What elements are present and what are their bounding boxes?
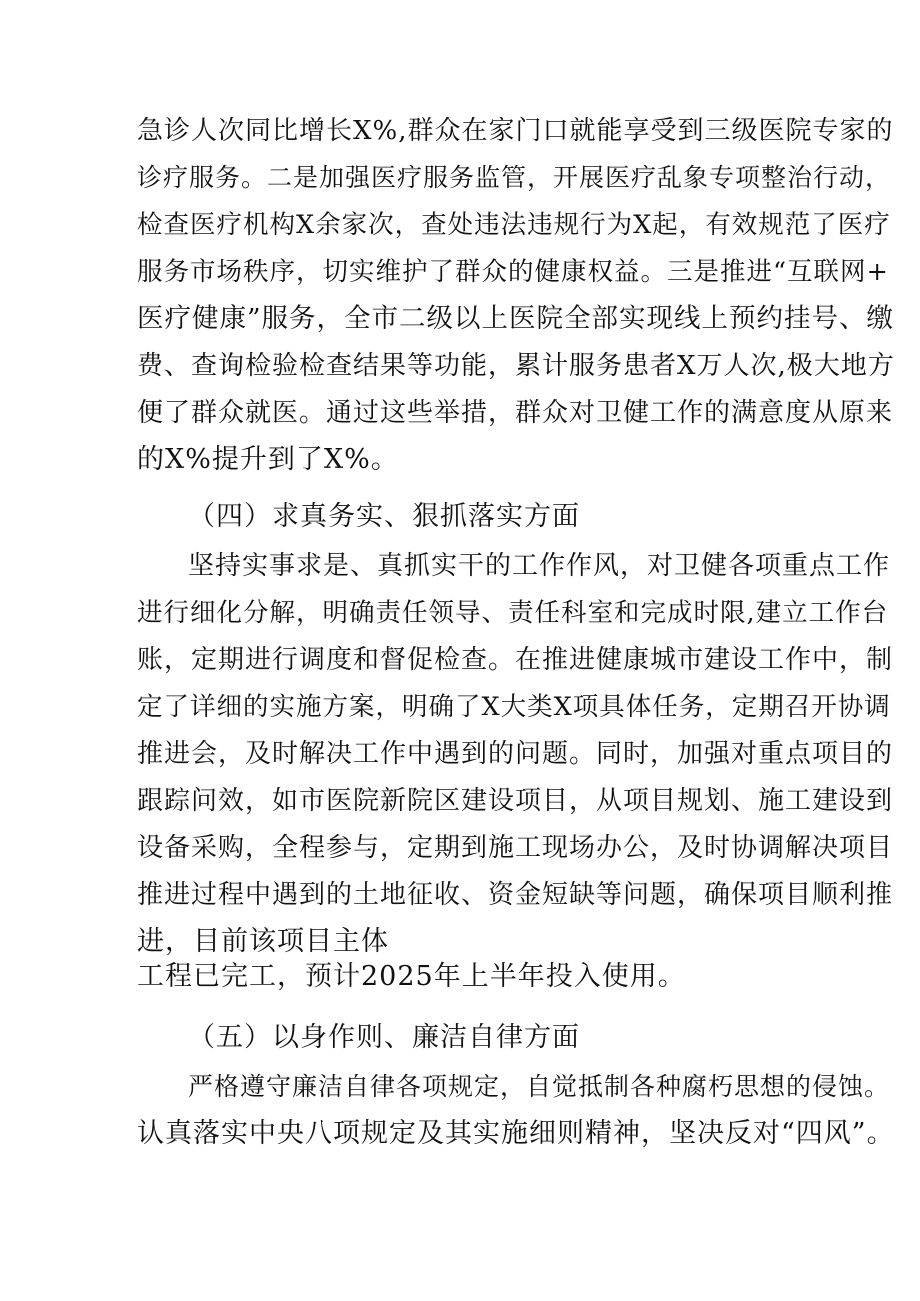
body-text-line: 账，定期进行调度和督促检查。在推进健康城市建设工作中，制	[137, 645, 894, 675]
body-text-line: 便了群众就医。通过这些举措，群众对卫健工作的满意度从原来	[137, 398, 894, 428]
body-text-line: 推进过程中遇到的土地征收、资金短缺等问题，确保项目顺利推	[137, 880, 894, 910]
section-heading: （四）求真务实、狠抓落实方面	[188, 501, 580, 532]
body-text-line: 诊疗服务。二是加强医疗服务监管，开展医疗乱象专项整治行动，	[137, 163, 892, 192]
body-text-line: 推进会，及时解决工作中遇到的问题。同时，加强对重点项目的	[137, 739, 894, 769]
section-heading: （五）以身作则、廉洁自律方面	[188, 1022, 580, 1053]
body-text-line: 工程已完工，预计2025年上半年投入使用。	[137, 961, 686, 992]
body-text-line: 定了详细的实施方案，明确了X大类X项具体任务，定期召开协调	[137, 692, 891, 722]
body-text-line: 进行细化分解，明确责任领导、责任科室和完成时限,建立工作台	[137, 598, 889, 628]
body-text-line: 设备采购，全程参与，定期到施工现场办公，及时协调解决项目	[137, 833, 894, 863]
paragraph-first-line: 坚持实事求是、真抓实干的工作作风，对卫健各项重点工作	[188, 551, 891, 581]
body-text-line: 费、查询检验检查结果等功能，累计服务患者X万人次,极大地方	[137, 351, 895, 381]
body-text-line: 跟踪问效，如市医院新院区建设项目，从项目规划、施工建设到	[137, 786, 894, 816]
body-text-line: 进，目前该项目主体	[137, 926, 389, 957]
body-text-line: 医疗健康”服务，全市二级以上医院全部实现线上预约挂号、缴	[137, 303, 895, 334]
paragraph-first-line: 严格遵守廉洁自律各项规定，自觉抵制各种腐朽思想的侵蚀。	[188, 1072, 891, 1101]
body-text-line: 认真落实中央八项规定及其实施细则精神，坚决反对“四风”。	[137, 1118, 895, 1149]
body-text-line: 急诊人次同比增长X%,群众在家门口就能享受到三级医院专家的	[137, 116, 894, 146]
body-text-line: 服务市场秩序，切实维护了群众的健康权益。三是推进“互联网+	[137, 257, 889, 287]
body-text-line: 检查医疗机构X余家次，查处违法违规行为X起，有效规范了医疗	[137, 210, 891, 240]
body-text-line: 的X%提升到了X%。	[137, 444, 399, 475]
